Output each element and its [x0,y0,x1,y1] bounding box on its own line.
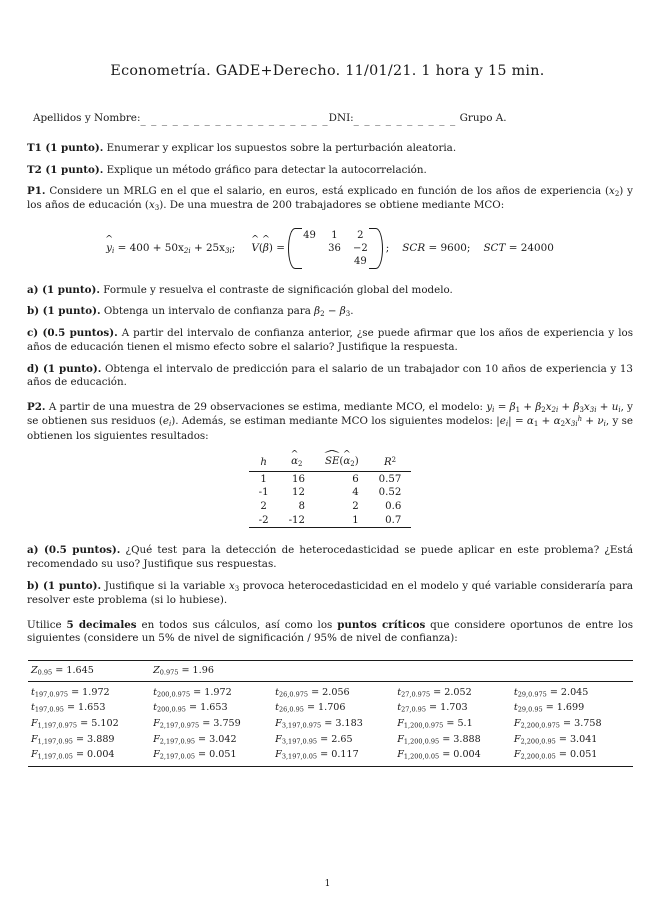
p1b-text-2: . [350,305,354,318]
crit-cell: $F_{3,197,0.95} = 2.65$ [275,733,353,746]
p1b-beta2: β [314,305,321,318]
crit-cell: $F_{2,197,0.95} = 3.042$ [153,733,237,746]
p2b-text-2: provoca heterocedasticidad en el modelo y qué variable consideraría para resolver este problema (si lo hubiese). [27,579,634,606]
page-number: 1 [324,879,331,889]
p2b-var: x [228,579,235,592]
sct-value: = 24000 [508,242,554,255]
matrix-row [297,229,374,242]
model1-y: y [486,401,493,414]
p2a-label: a) (0.5 puntos). [27,544,121,557]
matrix-cell [322,255,347,268]
group-label: Grupo A. [459,112,507,124]
t2-label: T2 (1 punto). [27,163,104,176]
p1-var-x2-sub: 2 [614,190,620,199]
t1-text: Enumerar y explicar los supuestos sobre la perturbación aleatoria. [106,142,457,154]
crit-cell-z: $Z_{0.95} = 1.645$ [31,664,94,677]
matrix-cell: −2 [352,242,368,254]
p1b-beta3-sub: 3 [345,310,351,319]
question-p1-intro [27,185,633,213]
matrix-row [297,255,374,268]
matrix-cell: 49 [353,255,367,267]
model1-x2-sub: 2i [551,405,559,414]
model2-nu: ν [597,415,604,428]
cell-se: 1 [315,514,369,528]
model2-plusnu: + [582,415,598,428]
matrix-grid [297,229,374,268]
crit-cell: $F_{2,197,0.975} = 3.759$ [153,718,241,730]
eq-rhs-sub1: 2i [183,245,191,255]
crit-cell: $F_{3,197,0.975} = 3.183$ [275,718,363,730]
critical-z-row [28,660,633,681]
model2-a1-sub: 1 [533,420,539,429]
cell-alpha2: 16 [292,473,305,485]
page-title: Econometría. GADE+Derecho. 11/01/21. 1 hora y 15 min. [110,63,545,79]
critical-row [28,700,633,716]
instr-text-2: en todos sus cálculos, así como los [136,618,338,631]
eq-equals: = [276,242,285,255]
cell-r2: 0.6 [385,501,402,513]
p2b-label: b) (1 punto). [27,579,102,592]
p1d-label: d) (1 punto). [27,362,102,375]
model1-plus1: + [520,401,536,414]
model2-x-sup: h [577,415,583,424]
sct-term [483,242,553,254]
p1c-text: A partir del intervalo de confianza anterior, ¿se puede afirmar que los años de experiencia y los años de educación tienen el mismo efecto sobre el salario? Justifique la respuesta. [27,327,633,354]
p2-text-4: y se obtienen los siguientes resultados: [27,415,633,442]
instr-text-3: que considere oportunos de entre los siguientes (considere un 5% de nivel de significación / 95% de nivel de confianza): [27,618,634,645]
critical-row [28,682,633,701]
model1-comma: , [620,401,624,414]
p2-text-3: ). Además, se estiman mediante MCO los siguientes modelos: [171,415,497,428]
question-p1-a [27,284,633,298]
t1-label: T1 (1 punto). [27,142,104,154]
model1-b2: β [535,401,542,414]
results-body [249,472,412,528]
model2-nu-sub: i [603,420,606,429]
matrix-row [297,242,374,255]
question-t2 [27,164,633,178]
p1b-beta2-sub: 2 [320,310,325,319]
p2a-text: ¿Qué test para la detección de heterocedasticidad se puede aplicar en este problema? ¿Está recomendado su uso? Justifique sus respuestas. [27,544,633,571]
model2-abs-open: | [496,415,500,428]
col-header-h: h [249,455,279,472]
p1-text-2: ) y los años de educación ( [27,185,633,212]
scr-term [402,242,470,254]
crit-cell: $F_{2,200,0.975} = 3.758$ [513,718,602,730]
p2b-var-sub: 3 [234,584,240,593]
instr-text-1: Utilice [27,618,67,631]
model2-e-sub: i [505,420,509,429]
t2-text: Explique un método gráfico para detectar la autocorrelación. [106,163,427,176]
name-blank[interactable]: _ _ _ _ _ _ _ _ _ _ _ _ _ _ _ _ _ _ [140,114,329,126]
p1-var-x3-sub: 3 [154,204,160,213]
matrix-cell: 1 [331,229,338,241]
table-row [249,500,412,514]
model2-plus: + [538,415,554,428]
yhat-sub: i [112,245,115,255]
instr-bold-2: puntos críticos [337,618,426,631]
cell-h: 1 [260,473,267,485]
p1-var-x3: x [148,199,155,212]
cell-alpha2: 8 [298,501,305,513]
crit-cell: $F_{1,197,0.95} = 3.889$ [31,733,115,746]
p2-resid: e [162,415,169,428]
eq-matrix-semicolon: ; [385,242,390,255]
p1d-text: Obtenga el intervalo de predicción para el salario de un trabajador con 10 años de experiencia y 13 años de educación. [27,362,633,389]
dni-blank[interactable]: _ _ _ _ _ _ _ _ _ _ [353,114,457,126]
model1-u: u [611,401,619,414]
cell-se: 4 [352,487,359,499]
model2-x: x [565,415,571,428]
crit-cell: $t_{197,0.975} = 1.972$ [31,686,110,699]
p1-eq-vhat: ^ V(^ β) = [251,242,285,254]
model1-b1-sub: 1 [515,405,521,414]
cell-r2: 0.52 [378,487,402,499]
critical-row [28,747,633,766]
model1-plus2: + [558,401,574,414]
p2b-text-1: Justifique si la variable [104,579,229,592]
vhat-symbol: V [251,242,259,255]
matrix-right-paren [375,227,384,270]
scr-label: SCR [402,242,426,255]
sct-label: SCT [483,242,506,255]
p2-model-1 [486,401,624,413]
cell-se: 2 [352,501,359,513]
p1b-beta3: β [339,305,346,318]
p1-label: P1. [27,185,46,198]
model2-a2: α [553,415,561,428]
table-row [249,514,412,528]
model2-e: e [499,415,506,428]
model1-plus3: + [596,401,612,414]
model1-x3: x [583,401,590,414]
betahat-symbol: β [262,242,269,255]
model1-x2: x [545,401,552,414]
crit-cell: $t_{26,0.975} = 2.056$ [275,686,350,699]
critical-row [28,732,633,748]
crit-cell: $t_{197,0.95} = 1.653$ [31,702,106,715]
model1-u-sub: i [618,405,621,414]
crit-cell: $t_{200,0.95} = 1.653$ [153,702,228,715]
model2-eq: = [514,415,527,428]
model1-b1: β [509,401,516,414]
crit-cell: $F_{2,197,0.05} = 0.051$ [153,749,237,762]
cell-alpha2: 12 [292,487,305,499]
question-p1-c [27,327,633,354]
question-p2-intro [27,401,633,443]
crit-cell: $t_{27,0.95} = 1.703$ [397,702,468,715]
p1-text-1: Considere un MRLG en el que el salario, en euros, está explicado en función de los años de experiencia ( [49,185,610,198]
name-label: Apellidos y Nombre: [33,112,141,124]
dni-label: DNI: [328,112,354,124]
p2-resid-sub: i [168,420,172,429]
cell-r2: 0.7 [369,514,412,528]
crit-cell-empty [272,660,394,681]
critical-values-table [28,660,633,767]
p2-label: P2. [27,401,46,414]
p1-equation [27,227,633,270]
model2-x-sub: 3i [570,420,578,429]
table-row [249,472,412,486]
matrix-cell: 36 [328,242,341,254]
results-header-row [249,455,412,472]
crit-cell: $F_{1,200,0.05} = 0.004$ [397,749,481,762]
p1b-text-1: Obtenga un intervalo de confianza para [103,305,315,318]
student-id-line [0,112,655,124]
table-row [249,486,412,500]
eq-rhs-1: = 400 + 50x [117,241,184,254]
model1-b3: β [573,401,580,414]
question-t1 [27,142,633,156]
question-p1-b [27,305,633,319]
cell-h: 2 [260,501,267,513]
p1c-label: c) (0.5 puntos). [27,327,118,340]
results-table [249,455,412,528]
crit-cell: $F_{3,197,0.05} = 0.117$ [275,749,359,762]
covariance-matrix [285,227,386,270]
crit-cell: $t_{200,0.975} = 1.972$ [153,686,232,699]
model1-eq: = [497,401,510,414]
model1-y-sub: i [492,405,495,414]
instructions-paragraph [27,619,633,646]
crit-cell: $F_{1,200,0.975} = 5.1$ [397,718,473,730]
p1b-label: b) (1 punto). [27,305,101,318]
col-header-r2: $R^2$ [369,455,412,472]
eq-rhs-sub2: 3i [225,245,232,255]
exam-body [0,142,655,646]
col-header-se: ^ SE(^ $\alpha_2$) [315,455,369,472]
model2-abs-close: | [508,415,512,428]
p1a-text: Formule y resuelva el contraste de significación global del modelo. [103,283,453,296]
results-table-container [27,455,633,528]
p2-text-2: y se obtienen sus residuos ( [27,401,633,428]
question-p2-b [27,580,633,608]
crit-cell: $t_{29,0.95} = 1.699$ [513,702,585,715]
matrix-cell: 2 [357,229,364,241]
cell-h: -2 [249,514,279,528]
cell-se: 6 [352,473,359,485]
crit-cell: $F_{1,197,0.05} = 0.004$ [31,749,115,762]
p1b-minus: − [324,305,340,318]
crit-cell: $t_{27,0.975} = 2.052$ [397,686,472,699]
crit-cell: $t_{29,0.975} = 2.045$ [513,686,589,699]
eq-semicolon: ; [231,241,236,254]
crit-cell-z: $Z_{0.975} = 1.96$ [153,664,214,677]
exam-page [0,63,655,911]
p1a-label: a) (1 punto). [27,283,101,296]
model1-b2-sub: 2 [541,405,546,414]
model2-comma: , [605,415,610,428]
cell-r2: 0.57 [378,473,402,485]
matrix-left-paren [287,227,296,270]
model2-a2-sub: 2 [560,420,566,429]
instr-bold-1: 5 decimales [66,618,137,631]
p1-eq-lhs [106,242,235,255]
yhat-symbol: y [106,241,113,254]
crit-cell: $F_{1,197,0.975} = 5.102$ [31,718,119,730]
cell-alpha2: -12 [279,514,315,528]
eq-rhs-2: + 25x [193,241,226,254]
crit-cell: $F_{2,200,0.05} = 0.051$ [513,749,598,762]
critical-values-container [28,660,633,767]
crit-cell: $t_{26,0.95} = 1.706$ [275,702,346,715]
matrix-cell: 49 [303,229,316,241]
question-p1-d [27,363,633,390]
question-p2-a [27,544,633,571]
model2-a1: α [526,415,534,428]
critical-row [28,716,633,732]
crit-cell-empty [511,660,633,681]
scr-value: = 9600; [428,242,471,255]
col-header-alpha2: ^ $\alpha_2$ [279,455,315,472]
p1-text-3: ). De una muestra de 200 trabajadores se obtiene mediante MCO: [159,199,505,212]
crit-cell: $F_{2,200,0.95} = 3.041$ [513,733,598,746]
crit-cell-empty [394,660,511,681]
p1-var-x2: x [609,185,615,198]
crit-cell: $F_{1,200,0.95} = 3.888$ [397,733,481,746]
cell-h: -1 [258,487,269,499]
p2-text-1: A partir de una muestra de 29 observaciones se estima, mediante MCO, el modelo: [48,401,487,414]
model1-x3-sub: 3i [589,405,597,414]
model1-b3-sub: 3 [579,405,584,414]
p2-model-2 [496,415,609,427]
